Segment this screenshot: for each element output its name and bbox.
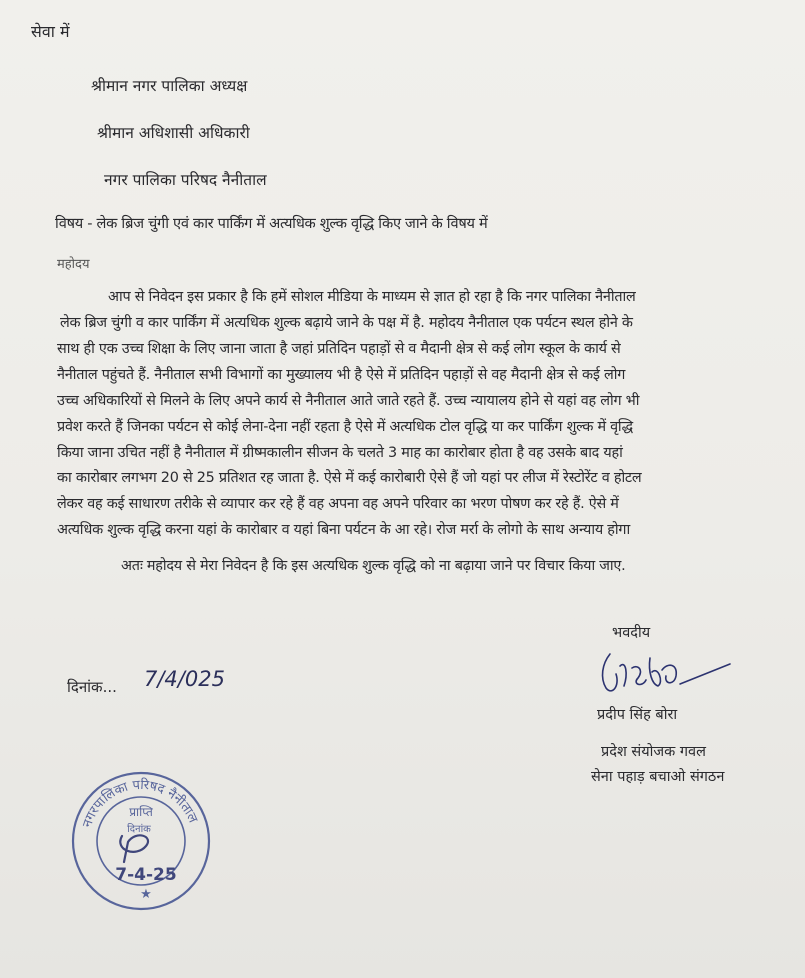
body-line: लेकर वह कई साधारण तरीके से व्यापार कर रहे हैं वह अपना वह अपने परिवार का भरण पोषण कर रहे हैं. ऐसे में — [57, 496, 619, 512]
recipient-1: श्रीमान नगर पालिका अध्यक्ष — [91, 77, 248, 95]
stamp-star-icon: ★ — [140, 887, 152, 902]
recipient-3: नगर पालिका परिषद नैनीताल — [104, 171, 267, 189]
body-line: का कारोबार लगभग 20 से 25 प्रतिशत रह जाता है. ऐसे में कई कारोबारी ऐसे हैं जो यहां पर लीज में रेस्टोरेंट व होटल — [57, 470, 642, 486]
stamp-ring-text: नगरपालिका परिषद नैनीताल — [80, 777, 201, 830]
sender-role-1: प्रदेश संयोजक गवल — [601, 744, 706, 760]
subject-line: विषय - लेक ब्रिज चुंगी एवं कार पार्किंग में अत्यधिक शुल्क वृद्धि किए जाने के विषय में — [55, 215, 488, 232]
stamp-label-date: दिनांक — [127, 824, 151, 835]
sender-name: प्रदीप सिंह बोरा — [597, 707, 678, 723]
salutation-to: सेवा में — [31, 22, 70, 41]
recipient-2: श्रीमान अधिशासी अधिकारी — [97, 124, 250, 142]
body-line: नैनीताल पहुंचते हैं. नैनीताल सभी विभागों का मुख्यालय भी है ऐसे में प्रतिदिन पहाड़ों से वह मैदानी क्षेत्र से कई लोग — [57, 367, 626, 383]
closing: भवदीय — [612, 625, 651, 641]
greeting: महोदय — [57, 257, 90, 272]
body-line: अत्यधिक शुल्क वृद्धि करना यहां के कारोबार व यहां बिना पर्यटन के आ रहे। रोज मर्रा के लोगो के साथ अन्याय होगा — [57, 522, 630, 538]
body-line: आप से निवेदन इस प्रकार है कि हमें सोशल मीडिया के माध्यम से ज्ञात हो रहा है कि नगर पालिका नैनीताल — [108, 289, 636, 305]
body-line: लेक ब्रिज चुंगी व कार पार्किंग में अत्यधिक शुल्क बढ़ाये जाने के पक्ष में है. महोदय नैनीताल एक पर्यटन स्थल होने के — [60, 315, 633, 331]
date-label: दिनांक... — [67, 678, 117, 696]
signature — [596, 644, 736, 704]
request-line: अतः महोदय से मेरा निवेदन है कि इस अत्यधिक शुल्क वृद्धि को ना बढ़ाया जाने पर विचार किया जाए. — [121, 558, 626, 574]
date-value: 7/4/025 — [144, 667, 225, 691]
stamp-date: 7-4-25 — [115, 865, 177, 885]
body-line: उच्च अधिकारियों से मिलने के लिए अपने कार्य से नैनीताल आते जाते रहते हैं. उच्च न्यायालय होने से यहां वह लोग भी — [57, 393, 640, 409]
svg-text:नगरपालिका परिषद नैनीताल — [80, 777, 200, 829]
receipt-stamp — [66, 766, 216, 916]
body-line: प्रवेश करते हैं जिनका पर्यटन से कोई लेना-देना नहीं रहता है ऐसे में अत्यधिक टोल वृद्धि या कर पार्किंग शुल्क में वृद्धि — [57, 419, 633, 435]
stamp-label-received: प्राप्ति — [129, 805, 153, 819]
body-line: साथ ही एक उच्च शिक्षा के लिए जाना जाता है जहां प्रतिदिन पहाड़ों से व मैदानी क्षेत्र से कई लोग स्कूल के कार्य से — [57, 341, 621, 357]
sender-role-2: सेना पहाड़ बचाओ संगठन — [591, 769, 725, 785]
body-line: किया जाना उचित नहीं है नैनीताल में ग्रीष्मकालीन सीजन के चलते 3 माह का कारोबार होता है वह उसके बाद यहां — [57, 445, 623, 461]
